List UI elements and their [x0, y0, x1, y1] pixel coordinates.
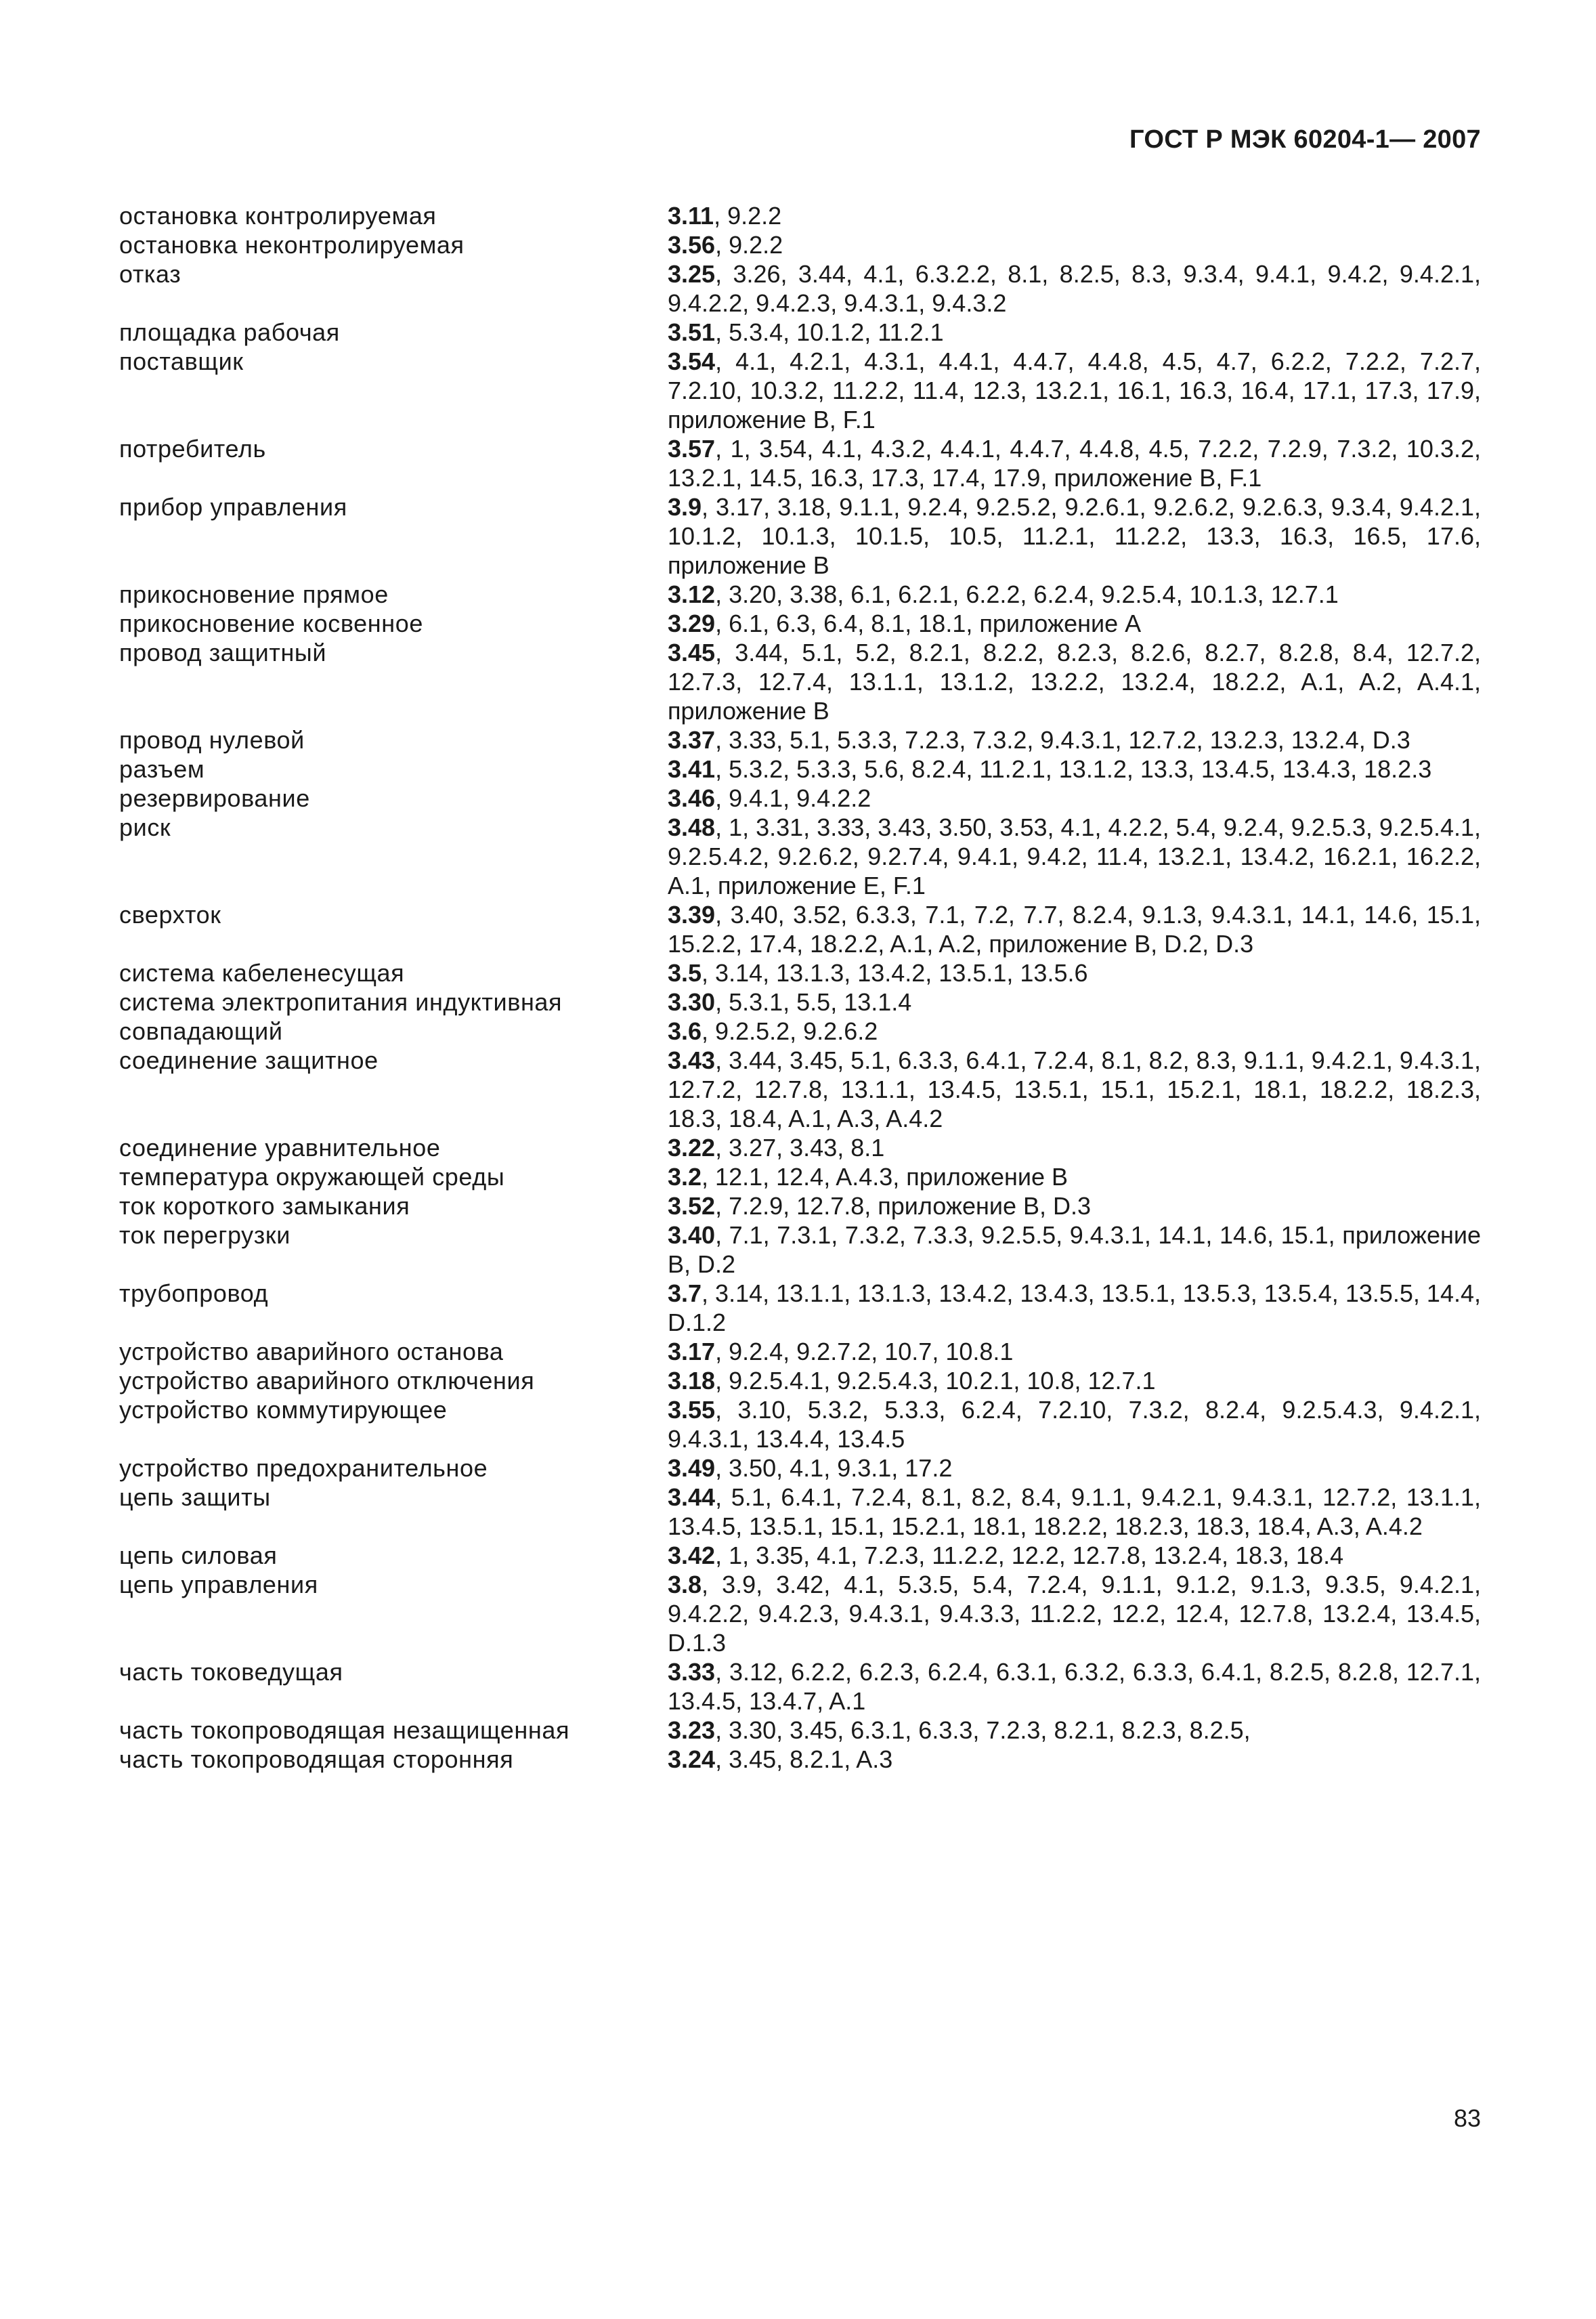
index-secondary-references: , 4.1, 4.2.1, 4.3.1, 4.4.1, 4.4.7, 4.4.8, 4.5, 4.7, 6.2.2, 7.2.2, 7.2.7, 7.2.10, 10.3.2, 11.2.2, 11.4, 12.3, 13.2.1, 16.1, 16.3, 16.4, 17.1, 17.3, 17.9, приложение B, F.1	[668, 347, 1481, 433]
index-primary-reference: 3.52	[668, 1192, 716, 1220]
index-references	[668, 492, 1481, 580]
index-term: остановка неконтролируемая	[119, 231, 465, 259]
index-entry	[119, 1716, 1481, 1745]
index-primary-reference: 3.56	[668, 231, 716, 259]
index-references	[668, 1133, 1481, 1162]
index-term: потребитель	[119, 435, 266, 463]
index-term: площадка рабочая	[119, 318, 340, 346]
index-primary-reference: 3.54	[668, 347, 716, 375]
index-entry	[119, 784, 1481, 813]
index-entry	[119, 1366, 1481, 1395]
index-secondary-references: , 5.3.2, 5.3.3, 5.6, 8.2.4, 11.2.1, 13.1.2, 13.3, 13.4.5, 13.4.3, 18.2.3	[715, 755, 1432, 783]
index-secondary-references: , 3.10, 5.3.2, 5.3.3, 6.2.4, 7.2.10, 7.3.2, 8.2.4, 9.2.5.4.3, 9.4.2.1, 9.4.3.1, 13.4.4, 13.4.5	[668, 1396, 1481, 1453]
index-secondary-references: , 3.45, 8.2.1, A.3	[715, 1745, 893, 1773]
page-header-title: ГОСТ Р МЭК 60204-1— 2007	[1129, 125, 1481, 154]
index-primary-reference: 3.5	[668, 959, 702, 987]
index-list	[119, 201, 1481, 1774]
index-references	[668, 813, 1481, 900]
index-references	[668, 580, 1481, 609]
index-term: резервирование	[119, 784, 310, 812]
index-entry	[119, 1133, 1481, 1162]
index-primary-reference: 3.7	[668, 1279, 702, 1307]
index-secondary-references: , 9.4.1, 9.4.2.2	[715, 784, 871, 812]
index-primary-reference: 3.9	[668, 493, 702, 521]
index-primary-reference: 3.2	[668, 1163, 702, 1191]
index-term: устройство аварийного отключения	[119, 1367, 535, 1395]
index-entry	[119, 609, 1481, 638]
index-references	[668, 900, 1481, 958]
index-primary-reference: 3.17	[668, 1338, 716, 1365]
index-term: ток короткого замыкания	[119, 1192, 410, 1220]
index-references	[668, 318, 1481, 347]
index-term: система электропитания индуктивная	[119, 988, 563, 1016]
index-primary-reference: 3.30	[668, 988, 716, 1016]
index-primary-reference: 3.33	[668, 1658, 716, 1686]
index-references	[668, 1570, 1481, 1657]
index-term: разъем	[119, 755, 205, 783]
index-term: цепь защиты	[119, 1483, 271, 1511]
index-secondary-references: , 3.33, 5.1, 5.3.3, 7.2.3, 7.3.2, 9.4.3.1, 12.7.2, 13.2.3, 13.2.4, D.3	[715, 726, 1410, 754]
index-secondary-references: , 3.50, 4.1, 9.3.1, 17.2	[715, 1454, 953, 1482]
index-references	[668, 638, 1481, 725]
index-entry	[119, 638, 1481, 725]
index-entry	[119, 958, 1481, 987]
index-term: часть токоведущая	[119, 1658, 343, 1686]
index-secondary-references: , 3.20, 3.38, 6.1, 6.2.1, 6.2.2, 6.2.4, 9.2.5.4, 10.1.3, 12.7.1	[715, 580, 1339, 608]
index-term: риск	[119, 813, 171, 841]
index-primary-reference: 3.24	[668, 1745, 716, 1773]
index-secondary-references: , 3.30, 3.45, 6.3.1, 6.3.3, 7.2.3, 8.2.1, 8.2.3, 8.2.5,	[715, 1716, 1251, 1744]
index-term: устройство коммутирующее	[119, 1396, 448, 1424]
index-secondary-references: , 9.2.4, 9.2.7.2, 10.7, 10.8.1	[715, 1338, 1014, 1365]
index-entry	[119, 813, 1481, 900]
index-entry	[119, 1017, 1481, 1046]
index-secondary-references: , 3.14, 13.1.3, 13.4.2, 13.5.1, 13.5.6	[702, 959, 1088, 987]
index-primary-reference: 3.51	[668, 318, 716, 346]
index-secondary-references: , 3.12, 6.2.2, 6.2.3, 6.2.4, 6.3.1, 6.3.2, 6.3.3, 6.4.1, 8.2.5, 8.2.8, 12.7.1, 13.4.5, 13.4.7, A.1	[668, 1658, 1481, 1715]
index-term: сверхток	[119, 901, 221, 929]
index-secondary-references: , 6.1, 6.3, 6.4, 8.1, 18.1, приложение А	[715, 610, 1142, 637]
index-primary-reference: 3.6	[668, 1017, 702, 1045]
index-references	[668, 259, 1481, 318]
index-secondary-references: , 9.2.5.4.1, 9.2.5.4.3, 10.2.1, 10.8, 12.7.1	[715, 1367, 1156, 1395]
index-secondary-references: , 3.40, 3.52, 6.3.3, 7.1, 7.2, 7.7, 8.2.4, 9.1.3, 9.4.3.1, 14.1, 14.6, 15.1, 15.2.2, 17.4, 18.2.2, A.1, A.2, приложение B, D.2, D.3	[668, 901, 1481, 958]
index-term: провод защитный	[119, 639, 327, 666]
index-secondary-references: , 3.26, 3.44, 4.1, 6.3.2.2, 8.1, 8.2.5, 8.3, 9.3.4, 9.4.1, 9.4.2, 9.4.2.1, 9.4.2.2, 9.4.2.3, 9.4.3.1, 9.4.3.2	[668, 260, 1481, 317]
index-secondary-references: , 5.1, 6.4.1, 7.2.4, 8.1, 8.2, 8.4, 9.1.1, 9.4.2.1, 9.4.3.1, 12.7.2, 13.1.1, 13.4.5, 13.5.1, 15.1, 15.2.1, 18.1, 18.2.2, 18.2.3, 18.3, 18.4, A.3, A.4.2	[668, 1483, 1481, 1540]
index-secondary-references: , 3.27, 3.43, 8.1	[715, 1134, 885, 1162]
index-entry	[119, 580, 1481, 609]
index-term: прикосновение прямое	[119, 580, 389, 608]
index-term: устройство аварийного останова	[119, 1338, 504, 1365]
index-entry	[119, 1220, 1481, 1279]
index-references	[668, 754, 1481, 784]
index-references	[668, 1745, 1481, 1774]
index-term: цепь силовая	[119, 1541, 278, 1569]
index-entry	[119, 1453, 1481, 1483]
index-term: остановка контролируемая	[119, 202, 437, 230]
index-secondary-references: , 7.2.9, 12.7.8, приложение B, D.3	[715, 1192, 1092, 1220]
index-references	[668, 1162, 1481, 1191]
page-number: 83	[1453, 2104, 1481, 2132]
index-entry	[119, 1570, 1481, 1657]
index-secondary-references: , 7.1, 7.3.1, 7.3.2, 7.3.3, 9.2.5.5, 9.4.3.1, 14.1, 14.6, 15.1, приложение B, D.2	[668, 1221, 1481, 1278]
index-primary-reference: 3.39	[668, 901, 716, 929]
index-primary-reference: 3.57	[668, 435, 716, 463]
index-primary-reference: 3.46	[668, 784, 716, 812]
index-entry	[119, 259, 1481, 318]
index-secondary-references: , 5.3.4, 10.1.2, 11.2.1	[715, 318, 944, 346]
index-primary-reference: 3.25	[668, 260, 716, 288]
index-secondary-references: , 9.2.2	[715, 231, 783, 259]
index-entry	[119, 1657, 1481, 1716]
index-entry	[119, 1046, 1481, 1133]
index-primary-reference: 3.48	[668, 813, 716, 841]
index-entry	[119, 1279, 1481, 1337]
index-entry	[119, 1395, 1481, 1453]
index-primary-reference: 3.42	[668, 1541, 716, 1569]
index-entry	[119, 318, 1481, 347]
index-primary-reference: 3.44	[668, 1483, 716, 1511]
index-primary-reference: 3.40	[668, 1221, 716, 1249]
index-secondary-references: , 12.1, 12.4, A.4.3, приложение B	[702, 1163, 1069, 1191]
index-references	[668, 1366, 1481, 1395]
index-references	[668, 1541, 1481, 1570]
index-secondary-references: , 3.44, 3.45, 5.1, 6.3.3, 6.4.1, 7.2.4, 8.1, 8.2, 8.3, 9.1.1, 9.4.2.1, 9.4.3.1, 12.7.2, 12.7.8, 13.1.1, 13.4.5, 13.5.1, 15.1, 15.2.1, 18.1, 18.2.2, 18.2.3, 18.3, 18.4, A.1, A.3, A.4.2	[668, 1046, 1481, 1132]
index-secondary-references: , 9.2.2	[714, 202, 782, 230]
index-entry	[119, 434, 1481, 492]
index-references	[668, 230, 1481, 259]
index-entry	[119, 1162, 1481, 1191]
index-secondary-references: , 3.44, 5.1, 5.2, 8.2.1, 8.2.2, 8.2.3, 8.2.6, 8.2.7, 8.2.8, 8.4, 12.7.2, 12.7.3, 12.7.4, 13.1.1, 13.1.2, 13.2.2, 13.2.4, 18.2.2, A.1, A.2, A.4.1, приложение B	[668, 639, 1481, 725]
index-secondary-references: , 1, 3.35, 4.1, 7.2.3, 11.2.2, 12.2, 12.7.8, 13.2.4, 18.3, 18.4	[715, 1541, 1344, 1569]
index-references	[668, 1017, 1481, 1046]
index-primary-reference: 3.8	[668, 1571, 702, 1598]
index-term: соединение защитное	[119, 1046, 379, 1074]
index-term: прибор управления	[119, 493, 347, 521]
index-primary-reference: 3.12	[668, 580, 716, 608]
index-secondary-references: , 1, 3.54, 4.1, 4.3.2, 4.4.1, 4.4.7, 4.4.8, 4.5, 7.2.2, 7.2.9, 7.3.2, 10.3.2, 13.2.1, 14.5, 16.3, 17.3, 17.4, 17.9, приложение B, F.1	[668, 435, 1481, 492]
index-secondary-references: , 9.2.5.2, 9.2.6.2	[702, 1017, 878, 1045]
index-primary-reference: 3.43	[668, 1046, 716, 1074]
index-entry	[119, 754, 1481, 784]
index-references	[668, 1279, 1481, 1337]
index-term: ток перегрузки	[119, 1221, 290, 1249]
index-references	[668, 1483, 1481, 1541]
index-entry	[119, 201, 1481, 230]
index-term: отказ	[119, 260, 181, 288]
index-term: трубопровод	[119, 1279, 269, 1307]
index-references	[668, 987, 1481, 1017]
index-entry	[119, 1191, 1481, 1220]
index-term: часть токопроводящая незащищенная	[119, 1716, 570, 1744]
index-references	[668, 1191, 1481, 1220]
index-references	[668, 1220, 1481, 1279]
index-term: часть токопроводящая сторонняя	[119, 1745, 514, 1773]
index-references	[668, 784, 1481, 813]
index-term: устройство предохранительное	[119, 1454, 488, 1482]
index-entry	[119, 492, 1481, 580]
index-term: провод нулевой	[119, 726, 305, 754]
index-entry	[119, 900, 1481, 958]
index-primary-reference: 3.23	[668, 1716, 716, 1744]
index-primary-reference: 3.55	[668, 1396, 716, 1424]
index-term: цепь управления	[119, 1571, 318, 1598]
index-entry	[119, 347, 1481, 434]
index-primary-reference: 3.37	[668, 726, 716, 754]
index-primary-reference: 3.29	[668, 610, 716, 637]
index-term: температура окружающей среды	[119, 1163, 505, 1191]
index-term: прикосновение косвенное	[119, 610, 423, 637]
index-entry	[119, 1337, 1481, 1366]
index-primary-reference: 3.49	[668, 1454, 716, 1482]
index-primary-reference: 3.11	[668, 202, 714, 230]
index-references	[668, 1337, 1481, 1366]
index-term: соединение уравнительное	[119, 1134, 441, 1162]
index-entry	[119, 725, 1481, 754]
index-secondary-references: , 3.17, 3.18, 9.1.1, 9.2.4, 9.2.5.2, 9.2.6.1, 9.2.6.2, 9.2.6.3, 9.3.4, 9.4.2.1, 10.1.2, 10.1.3, 10.1.5, 10.5, 11.2.1, 11.2.2, 13.3, 16.3, 16.5, 17.6, приложение B	[668, 493, 1481, 579]
index-references	[668, 347, 1481, 434]
index-entry	[119, 1745, 1481, 1774]
index-references	[668, 1046, 1481, 1133]
index-primary-reference: 3.41	[668, 755, 716, 783]
index-term: поставщик	[119, 347, 244, 375]
index-references	[668, 201, 1481, 230]
index-entry	[119, 1483, 1481, 1541]
index-references	[668, 958, 1481, 987]
index-secondary-references: , 1, 3.31, 3.33, 3.43, 3.50, 3.53, 4.1, 4.2.2, 5.4, 9.2.4, 9.2.5.3, 9.2.5.4.1, 9.2.5.4.2, 9.2.6.2, 9.2.7.4, 9.4.1, 9.4.2, 11.4, 13.2.1, 13.4.2, 16.2.1, 16.2.2, A.1, приложение E, F.1	[668, 813, 1481, 899]
index-entry	[119, 230, 1481, 259]
index-entry	[119, 1541, 1481, 1570]
index-references	[668, 1716, 1481, 1745]
index-references	[668, 725, 1481, 754]
index-primary-reference: 3.45	[668, 639, 716, 666]
index-references	[668, 609, 1481, 638]
index-secondary-references: , 5.3.1, 5.5, 13.1.4	[715, 988, 912, 1016]
index-references	[668, 1395, 1481, 1453]
index-entry	[119, 987, 1481, 1017]
index-secondary-references: , 3.14, 13.1.1, 13.1.3, 13.4.2, 13.4.3, 13.5.1, 13.5.3, 13.5.4, 13.5.5, 14.4, D.1.2	[668, 1279, 1481, 1336]
index-references	[668, 1657, 1481, 1716]
index-references	[668, 434, 1481, 492]
index-term: совпадающий	[119, 1017, 283, 1045]
index-secondary-references: , 3.9, 3.42, 4.1, 5.3.5, 5.4, 7.2.4, 9.1.1, 9.1.2, 9.1.3, 9.3.5, 9.4.2.1, 9.4.2.2, 9.4.2.3, 9.4.3.1, 9.4.3.3, 11.2.2, 12.2, 12.4, 12.7.8, 13.2.4, 13.4.5, D.1.3	[668, 1571, 1481, 1657]
index-primary-reference: 3.22	[668, 1134, 716, 1162]
index-term: система кабеленесущая	[119, 959, 405, 987]
index-references	[668, 1453, 1481, 1483]
index-primary-reference: 3.18	[668, 1367, 716, 1395]
